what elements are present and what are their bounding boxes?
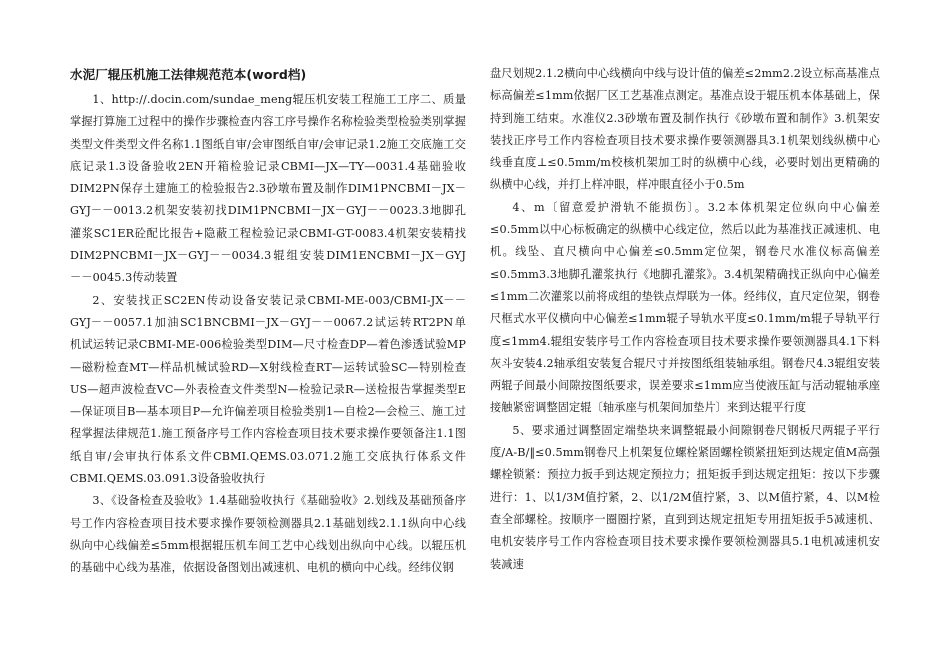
paragraph-3-continued: 盘尺划规2.1.2横向中心线横向中线与设计值的偏差≤2mm2.2设立标高基准点标高偏差≤1mm依据厂区工艺基准点测定。基准点设于辊压机本体基础上，保持到施工结束。水准仪2.3砂墩布置及制作执行《砂墩布置和制作》3.机架安装找正序号工作内容检查项目技术要求操作要领测器具3.1机架划线纵横中心线垂直度⊥≤0.5mm/m校核机架加工时的纵横中心线，必要时划出更精确的纵横中心线，并打上样冲眼，样冲眼直径小于0.5m [490,67,880,192]
right-column [490,63,880,576]
paragraph-3: 3、《设备检查及验收》1.4基础验收执行《基础验收》2.划线及基础预备序号工作内容检查项目技术要求操作要领检测器具2.1基础划线2.1.1纵向中心线纵向中心线偏差≤5mm根据辊压机车间工艺中心线划出纵向中心线。以辊压机的基础中心线为基准，依据设备图划出减速机、电机的横向中心线。经纬仪钢 [70,494,466,575]
paragraph-5: 5、要求通过调整固定端垫块来调整辊最小间隙钢卷尺钢板尺两辊子平行度/A-B/‖≤0.5mm钢卷尺上机架复位螺栓紧固螺栓锁紧扭矩到达规定值M高强螺栓锁紧：预拉力扳手到达规定预拉力；扭矩扳手到达规定扭矩：按以下步骤进行：1、以1/3M值拧紧，2、以1/2M值拧紧，3、以M值拧紧，4、以M检查全部螺栓。按顺序一圈圈拧紧，直到到达规定扭矩专用扭矩扳手5减速机、电机安装序号工作内容检查项目技术要求操作要领检测器具5.1电机减速机安装减速 [490,423,880,571]
paragraph-1: 1、http://.docin.com/sundae_meng辊压机安装工程施工工序二、质量掌握打算施工过程中的操作步骤检查内容工序号操作名称检验类型检验类别掌握类型文件类型文件名称1.1图纸自审/会审图纸自审/会审记录1.2施工交底施工交底记录1.3设备验收2EN开箱检验记录CBMI—JX—TY—0031.4基础验收DIM2PN保存土建施工的检验报告2.3砂墩布置及制作DIM1PNCBMI－JX－GYJ－－0013.2机架安装初找DIM1PNCBMI－JX－GYJ－－0023.3地脚孔灌浆SC1ER砼配比报告+隐蔽工程检验记录CBMI-GT-0083.4机架安装精找DIM2PNCBMI－JX－GYJ－－0034.3辊组安装DIM1ENCBMI－JX－GYJ－－0045.3传动装置 [70,93,466,285]
document-title: 水泥厂辊压机施工法律规范范本(word档) [70,67,307,82]
left-column [70,64,466,580]
paragraph-2: 2、安装找正SC2EN传动设备安装记录CBMI-ME-003/CBMI-JX－－GYJ－－0057.1加油SC1BNCBMI－JX－GYJ－－0067.2试运转RT2PN单机试运转记录CBMI-ME-006检验类型DIM—尺寸检查DP—着色渗透试验MP—磁粉检查MT—样品机械试验RD—X射线检查RT—运转试验SC—特别检查US—超声波检查VC—外表检查文件类型N—检验记录R—送检报告掌握类型E—保证项目B—基本项目P—允许偏差项目检验类别1—自检2—会检三、施工过程掌握法律规范1.施工预备序号工作内容检查项目技术要求操作要领备注1.1图纸自审/会审执行体系文件CBMI.QEMS.03.071.2施工交底执行体系文件CBMI.QEMS.03.091.3设备验收执行 [70,293,466,486]
paragraph-4: 4、m〔留意爱护滑轨不能损伤〕。3.2本体机架定位纵向中心偏差≤0.5mm以中心标板确定的纵横中心线定位，然后以此为基准找正减速机、电机。线坠、直尺横向中心偏差≤0.5mm定位架，钢卷尺水准仪标高偏差≤0.5mm3.3地脚孔灌浆执行《地脚孔灌浆》。3.4机架精确找正纵向中心偏差≤1mm二次灌浆以前将成组的垫铁点焊联为一体。经纬仪，直尺定位架，钢卷尺框式水平仪横向中心偏差≤1mm辊子导轨水平度≤0.1mm/m辊子导轨平行度≤1mm4.辊组安装序号工作内容检查项目技术要求操作要领测器具4.1下料灰斗安装4.2轴承组安装复合辊尺寸并按图纸组装轴承组。钢卷尺4.3辊组安装两辊子间最小间隙按图纸要求，误差要求≤1mm应当使液压缸与活动辊轴承座接触紧密调整固定辊〔轴承座与机架间加垫片〕来到达辊平行度 [490,200,880,415]
